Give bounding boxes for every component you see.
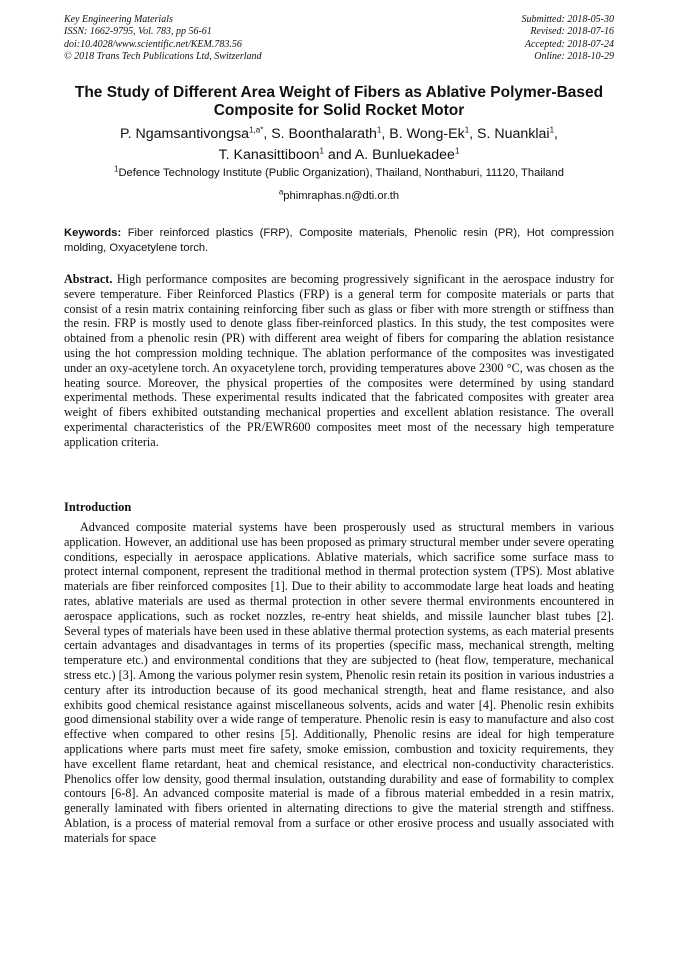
journal-info <box>64 14 262 64</box>
author-name: P. Ngamsantivongsa <box>119 126 250 142</box>
author-affiliation-mark: 1,a* <box>249 125 264 135</box>
author-name: B. Wong-Ek <box>389 126 465 142</box>
keywords-block <box>64 226 614 256</box>
author-conjunction: and <box>323 147 355 163</box>
keywords-label: Keywords: <box>64 227 122 239</box>
author-separator: , <box>381 126 390 142</box>
abstract-text: High performance composites are becoming progressively significant in the aerospace industry for severe temperature. Fiber Reinforced Plastics (FRP) is a general term for composite materials or parts that consist of a resin matrix containing reinforcing fiber such as glass or fiber with more strength or stiffness than the resin. FRP is mostly used to denote glass fiber-reinforced plastics. In this study, the test composites were obtained from a phenolic resin (PR) with different area weight of fibers for comparing the ablation resistance using the hot compression molding technique. The ablation performance of the composites was investigated under an oxy-acetylene torch. An oxyacetylene torch, providing temperatures above 2300 °C, was chosen as the heating source. Moreover, the physical properties of the composites were determined by using standard experimental methods. These experimental results indicated that the fabricated composites with greater area weight of fibers exhibited outstanding mechanical properties and excellent ablation resistance. The overall experimental characteristics of the PR/EWR600 composites meet most of the necessary high temperature application criteria. <box>64 272 614 449</box>
introduction-heading: Introduction <box>64 500 132 514</box>
author-separator: , <box>554 126 558 142</box>
accepted-date: Accepted: 2018-07-24 <box>524 38 614 50</box>
journal-name: Key Engineering Materials <box>64 14 173 25</box>
keywords-text: Fiber reinforced plastics (FRP), Composite materials, Phenolic resin (PR), Hot compression molding, Oxyacetylene torch. <box>64 227 614 254</box>
copyright-line: © 2018 Trans Tech Publications Ltd, Switzerland <box>64 51 262 63</box>
abstract-label: Abstract. <box>64 272 113 286</box>
author-name: S. Nuanklai <box>477 126 550 142</box>
author-name: A. Bunluekadee <box>354 147 455 163</box>
author-separator: , <box>263 126 272 142</box>
author-name: T. Kanasittiboon <box>218 147 320 163</box>
online-date: Online: 2018-10-29 <box>534 51 614 63</box>
email-mark: a <box>278 187 284 197</box>
author-affiliation-mark: 1 <box>376 125 382 135</box>
affiliation-text: Defence Technology Institute (Public Organization), Thailand, Nonthaburi, 11120, Thailand <box>118 167 564 179</box>
author-name: S. Boonthalarath <box>271 126 377 142</box>
corresponding-email <box>40 189 638 203</box>
abstract-block <box>64 272 614 450</box>
author-affiliation-mark: 1 <box>549 125 555 135</box>
paper-title: The Study of Different Area Weight of Fibers as Ablative Polymer-Based Composite for Solid Rocket Motor <box>74 84 604 119</box>
affiliation <box>40 166 638 180</box>
issn-line: ISSN: 1662-9795, Vol. 783, pp 56-61 <box>64 26 212 38</box>
introduction-paragraph: Advanced composite material systems have been prosperously used as structural members in various application. However, an additional use has been proposed as primary structural member under severe operating conditions, especially in aerospace applications. Ablative materials, which sacrifice some surface mass to protect internal component, represent the traditional method in thermal protection system (TPS). Most ablative materials are fiber reinforced composites [1]. Due to their ability to accommodate large heat loads and heating rates, ablative materials are used as thermal protection in other severe thermal environments encountered in aerospace applications, such as rocket nozzles, re-entry heat shields, and missile launcher blast tubes [2]. Several types of materials have been used in these ablative thermal protection systems, as each material presents certain advantages and disadvantages in terms of its properties (specific mass, mechanical strength, melting temperature etc.) and environmental conditions that they are subjected to (heat flow, temperature, mechanical stress etc.) [3]. Among the various polymer resin system, Phenolic resin retain its position in various industries a century after its introduction because of its good mechanical strength, heat and flame resistance, and also exhibits good chemical resistance against miscellaneous solvents, acids and water [4]. Phenolic resin exhibits good dimensional stability over a wide range of temperature. Phenolic resin is easy to manufacture and also cost effective when compared to other resins [5]. Additionally, Phenolic resins are ideal for high temperature applications where parts must meet fire safety, smoke emission, combustion and toxicity requirements, they have excellent flame retardant, heat and chemical resistance, and electrical non-conductivity characteristics. Phenolics offer low density, good thermal insulation, outstanding durability and ease of formability to complex contours [6-8]. An advanced composite material is made of a fibrous material embedded in a resin matrix, generally laminated with fibers oriented in alternating directions to give the material strength and stiffness. Ablation, is a process of material removal from a surface or other erosive process and usually associated with materials for space <box>64 520 614 845</box>
author-affiliation-mark: 1 <box>464 125 470 135</box>
submitted-date: Submitted: 2018-05-30 <box>521 14 614 25</box>
doi-line: doi:10.4028/www.scientific.net/KEM.783.56 <box>64 38 242 50</box>
author-list <box>40 124 638 166</box>
affiliation-mark: 1 <box>114 164 119 174</box>
email-text: phimraphas.n@dti.or.th <box>283 190 400 202</box>
author-affiliation-mark: 1 <box>319 146 324 156</box>
author-affiliation-mark: 1 <box>454 146 460 156</box>
publication-dates <box>522 14 615 64</box>
author-separator: , <box>469 126 478 142</box>
revised-date: Revised: 2018-07-16 <box>530 26 614 38</box>
